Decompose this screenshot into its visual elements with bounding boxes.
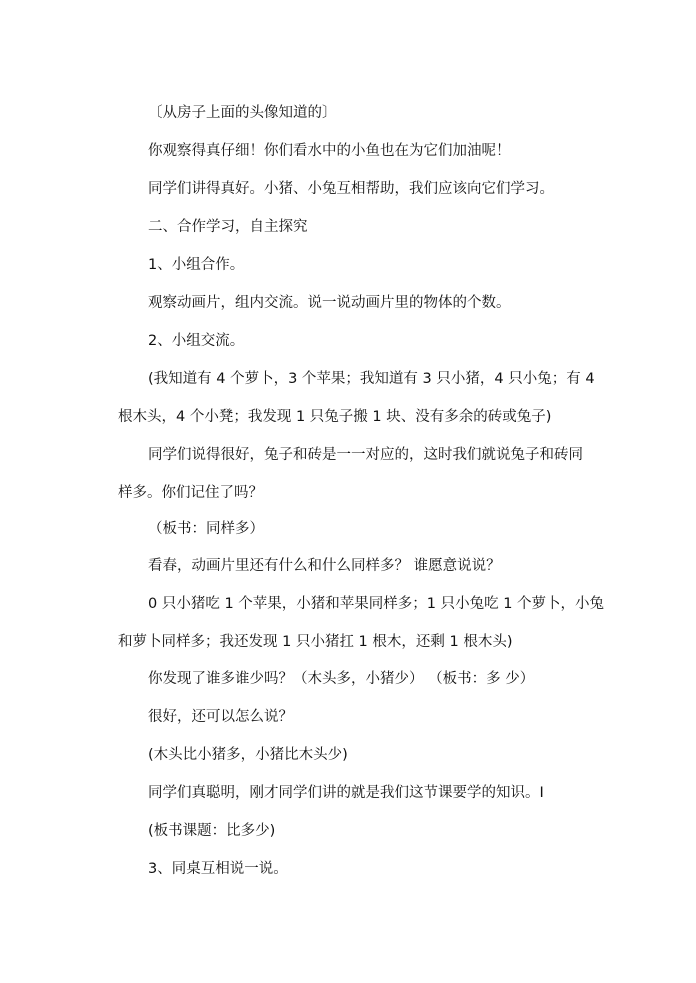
text-line: (木头比小猪多，小猪比木头少) (148, 747, 348, 763)
step-heading-1 (0, 255, 696, 275)
paragraph-comparison (0, 745, 696, 765)
text-line: 和萝卜同样多；我还发现 1 只小猪扛 1 根木，还剩 1 根木头) (118, 634, 513, 650)
text-line: (我知道有 4 个萝卜，3 个苹果；我知道有 3 只小猪，4 只小兔；有 4 (148, 371, 595, 387)
text-line: 1、小组合作。 (148, 257, 245, 273)
text-line: 3、同桌互相说一说。 (148, 861, 288, 877)
text-line: （板书：同样多） (148, 521, 264, 537)
paragraph-one-to-one (0, 445, 696, 503)
text-line: 样多。你们记住了吗？ (118, 485, 263, 501)
text-line: 0 只小猪吃 1 个苹果，小猪和苹果同样多；1 只小兔吃 1 个萝卜，小兔 (148, 596, 605, 612)
text-line: 你发现了谁多谁少吗？（木头多，小猪少） （板书：多 少） (148, 671, 535, 687)
text-line: 很好，还可以怎么说？ (148, 709, 293, 725)
board-note-same (0, 519, 696, 539)
board-note-title (0, 821, 696, 841)
paragraph-other-way (0, 707, 696, 727)
paragraph-examples (0, 594, 696, 652)
paragraph-source-note (0, 103, 696, 123)
text-line: 〔从房子上面的头像知道的〕 (148, 105, 337, 121)
section-heading (0, 217, 696, 237)
text-line: 根木头，4 个小凳；我发现 1 只兔子搬 1 块、没有多余的砖或兔子) (118, 409, 552, 425)
text-line: 同学们说得很好，兔子和砖是一一对应的，这时我们就说兔子和砖同 (148, 447, 583, 463)
paragraph-question (0, 556, 696, 576)
paragraph-praise-help (0, 179, 696, 199)
text-line: 看春，动画片里还有什么和什么同样多？ 谁愿意说说？ (148, 558, 501, 574)
step-heading-2 (0, 331, 696, 351)
text-line: 二、合作学习，自主探究 (148, 219, 308, 235)
paragraph-more-less (0, 669, 696, 689)
text-line: 观察动画片，组内交流。说一说动画片里的物体的个数。 (148, 295, 511, 311)
text-line: 同学们真聪明，刚才同学们讲的就是我们这节课要学的知识。I (148, 785, 544, 801)
paragraph-observe (0, 293, 696, 313)
paragraph-summary (0, 783, 696, 803)
paragraph-student-answers (0, 369, 696, 427)
step-heading-3 (0, 859, 696, 879)
text-line: 同学们讲得真好。小猪、小兔互相帮助，我们应该向它们学习。 (148, 181, 554, 197)
text-line: 2、小组交流。 (148, 333, 245, 349)
text-line: (板书课题：比多少) (148, 823, 276, 839)
text-line: 你观察得真仔细！你们看水中的小鱼也在为它们加油呢！ (148, 143, 511, 159)
paragraph-praise-observation (0, 141, 696, 161)
